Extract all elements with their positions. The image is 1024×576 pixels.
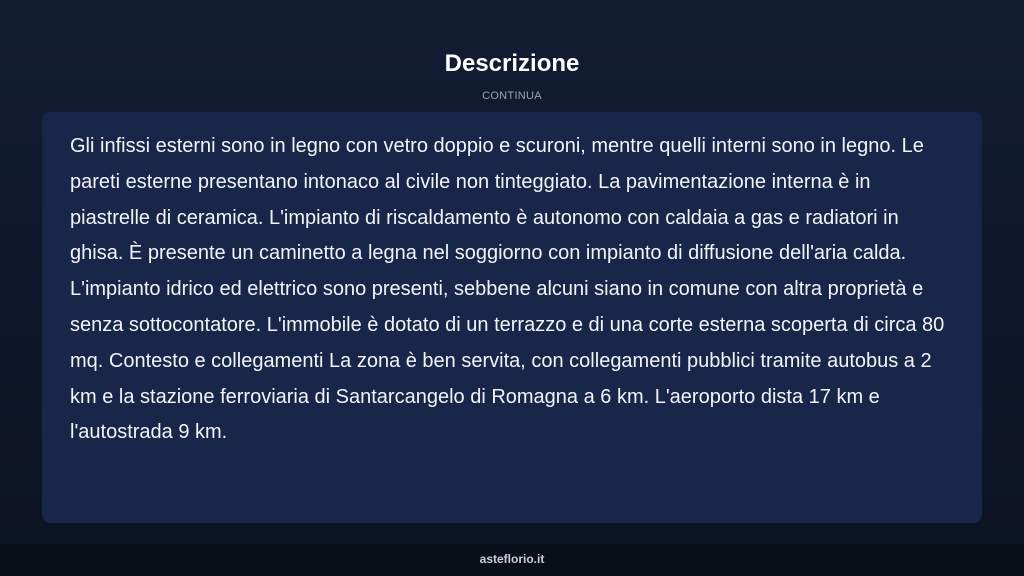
continue-label: CONTINUA <box>482 90 542 102</box>
description-text: Gli infissi esterni sono in legno con vetro doppio e scuroni, mentre quelli interni sono in legno. Le pareti esterne presentano intonaco al civile non tinteggiato. La pavimentazione interna è in piastrelle di ceramica. L'impianto di riscaldamento è autonomo con caldaia a gas e radiatori in ghisa. È presente un caminetto a legna nel soggiorno con impianto di diffusione dell'aria calda. L'impianto idrico ed elettrico sono presenti, sebbene alcuni siano in comune con altra proprietà e senza sottocontatore. L'immobile è dotato di un terrazzo e di una corte esterna scoperta di circa 80 mq. Contesto e collegamenti La zona è ben servita, con collegamenti pubblici tramite autobus a 2 km e la stazione ferroviaria di Santarcangelo di Romagna a 6 km. L'aeroporto dista 17 km e l'autostrada 9 km. <box>70 135 945 444</box>
footer <box>0 544 1024 576</box>
site-name: asteflorio.it <box>479 552 545 566</box>
description-card <box>42 112 982 523</box>
page-title: Descrizione <box>444 50 580 77</box>
